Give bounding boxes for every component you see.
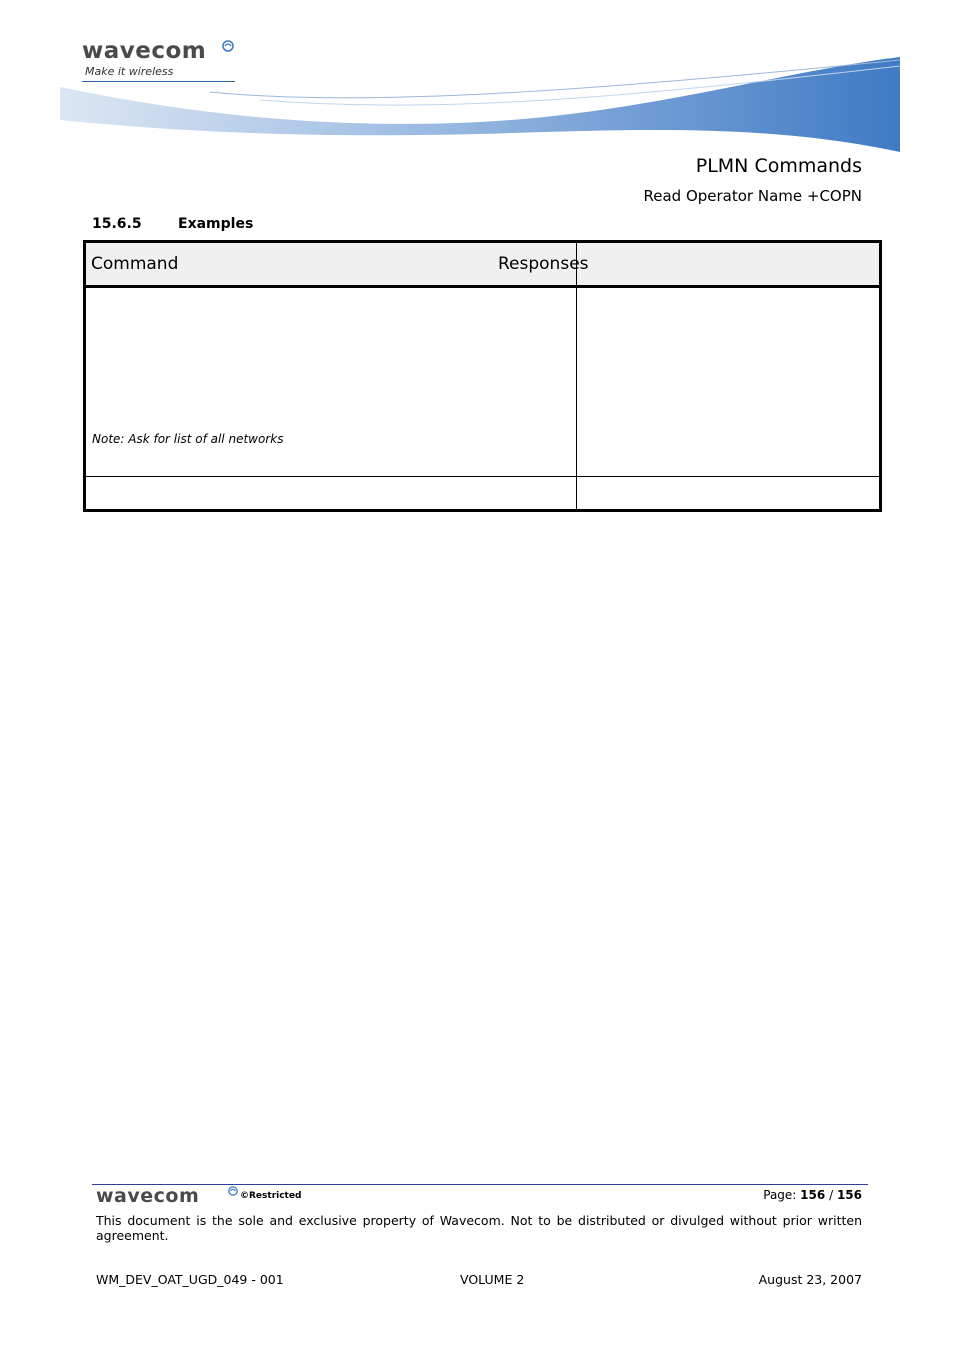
section-title: Examples	[178, 216, 254, 232]
page-total: 156	[836, 1188, 862, 1202]
section-heading	[92, 216, 253, 232]
page-title: PLMN Commands	[695, 155, 862, 177]
wavecom-logo: wavecom	[82, 38, 207, 64]
column-header-command: Command	[91, 254, 179, 274]
volume-label: VOLUME 2	[460, 1272, 525, 1287]
table-header-row	[86, 243, 879, 285]
examples-table	[83, 240, 882, 512]
logo-tagline: Make it wireless	[85, 65, 174, 78]
command-note: Note: Ask for list of all networks	[92, 432, 284, 446]
footer-logo-swirl-icon	[228, 1186, 238, 1196]
page-number	[763, 1188, 862, 1202]
page-subtitle: Read Operator Name +COPN	[643, 187, 862, 205]
section-number: 15.6.5	[92, 216, 142, 232]
header-wave-banner	[60, 52, 900, 157]
property-notice: This document is the sole and exclusive property of Wavecom. Not to be distributed or divulged without prior written agreement.	[96, 1213, 862, 1243]
page-current: 156	[800, 1188, 826, 1202]
footer-rule	[92, 1184, 868, 1185]
header-divider	[86, 285, 879, 288]
column-header-responses: Responses	[498, 254, 589, 274]
page-label: Page:	[763, 1188, 797, 1202]
row-divider	[86, 476, 879, 477]
document-date: August 23, 2007	[758, 1272, 862, 1287]
page-separator: /	[829, 1188, 834, 1202]
logo-swirl-icon	[222, 40, 234, 52]
restricted-label: ©Restricted	[240, 1191, 302, 1201]
document-reference: WM_DEV_OAT_UGD_049 - 001	[96, 1272, 284, 1287]
column-divider	[576, 243, 577, 509]
footer-wavecom-logo: wavecom	[96, 1185, 200, 1207]
